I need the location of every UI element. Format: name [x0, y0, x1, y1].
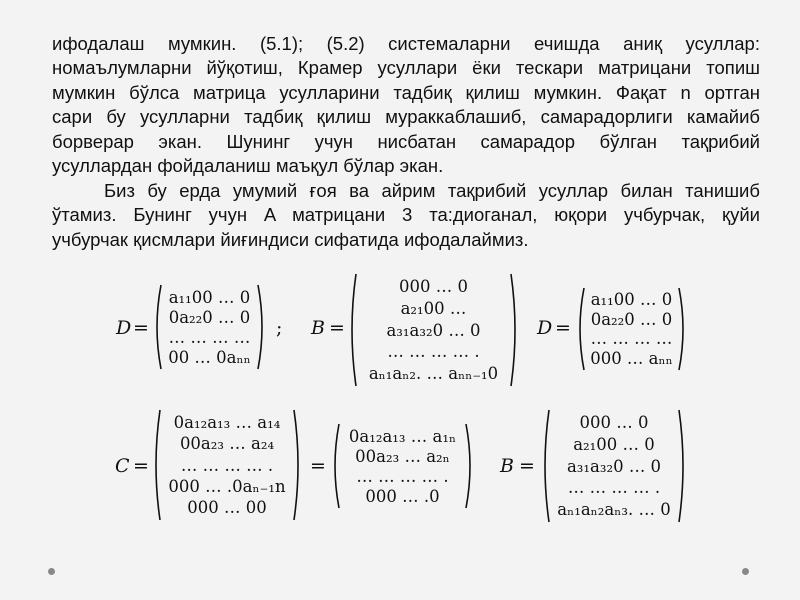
matrix-row: a₁₁00 … 0	[168, 287, 251, 307]
matrix-row: … … … … .	[567, 478, 661, 498]
equals-sign: =	[329, 317, 345, 339]
equals-sign: =	[555, 317, 571, 339]
matrix-row: a₂₁00 … 0	[573, 434, 655, 454]
matrix-row: 0a₁₂a₁₃ … a₁₄	[173, 413, 281, 433]
slide-dot-left	[48, 568, 55, 575]
matrix-row: … … … … .	[180, 455, 274, 475]
equals-sign: =	[133, 317, 149, 339]
matrix-row: 0a₂₂0 … 0	[590, 309, 673, 329]
paragraph-methods	[52, 32, 760, 178]
slide-dot-right	[742, 568, 749, 575]
text-line: ўтамиз. Бунинг учун A матрицани 3 та:диоганал, юқори учбурчак, қуйи	[52, 204, 760, 226]
text-line: борверар экан. Шунинг учун нисбатан самарадор бўлган тақрибий	[52, 130, 760, 152]
text-line: Биз бу ерда умумий ғоя ва айрим тақрибий усуллар билан танишиб	[104, 180, 760, 201]
matrix-row: … … … … .	[387, 342, 480, 362]
matrix-d2	[575, 286, 688, 372]
matrix-row: 000 … 0	[399, 277, 468, 297]
matrix-label-d: D	[537, 317, 553, 339]
matrix-row: 00 … 0aₙₙ	[168, 347, 251, 367]
equals-sign: =	[519, 455, 535, 477]
matrix-row: 000 … .0aₙ₋₁n	[168, 476, 286, 496]
paragraph-decomposition	[52, 179, 760, 252]
matrix-row: a₂₁00 …	[400, 298, 467, 318]
matrix-separator: ;	[276, 317, 283, 339]
matrix-d1	[152, 283, 267, 371]
matrix-row: 000 … 0	[579, 413, 649, 433]
matrix-row: … … … …	[168, 327, 251, 347]
matrix-row: a₃₁a₃₂0 … 0	[386, 320, 481, 340]
matrix-label-b: B	[500, 455, 514, 477]
matrix-c2	[330, 422, 475, 510]
text-line: сари бу усулларни тадбиқ қилиш мураккаблашиб, самарадорлиги камайиб	[52, 106, 760, 128]
text-line: ифодалаш мумкин. (5.1); (5.2) системаларни ечишда аниқ усуллар:	[52, 33, 760, 54]
matrix-row: 000 … aₙₙ	[590, 348, 673, 368]
matrix-row: … … … … .	[356, 466, 449, 486]
matrix-row: 00a₂₃ … a₂ₙ	[355, 446, 450, 466]
matrix-b1	[347, 272, 520, 388]
matrix-row: 0a₁₂a₁₃ … a₁ₙ	[348, 426, 457, 446]
matrix-row: aₙ₁aₙ₂. … aₙₙ₋₁0	[368, 363, 499, 383]
matrix-label-c: C	[115, 455, 130, 477]
matrix-row: 000 … .0	[365, 486, 440, 506]
text-line: мумкин бўлса матрица усулларини тадбиқ қилиш мумкин. Фақат n ортган	[52, 81, 760, 103]
matrix-row: 0a₂₂0 … 0	[168, 307, 251, 327]
matrix-b2	[540, 408, 688, 524]
matrix-row: a₃₁a₃₂0 … 0	[566, 456, 662, 476]
matrix-row: … … … …	[590, 329, 673, 349]
text-line: учбурчак қисмлари йиғиндиси сифатида ифодалаймиз.	[52, 228, 529, 250]
matrix-c1	[151, 408, 303, 522]
matrix-row: 00a₂₃ … a₂₄	[179, 434, 275, 454]
matrix-row: 000 … 00	[187, 497, 267, 517]
matrix-row: a₁₁00 … 0	[590, 290, 673, 310]
text-line: усуллардан фойдаланиш маъқул бўлар экан.	[52, 155, 444, 177]
matrix-label-d: D	[116, 317, 132, 339]
matrix-row: aₙ₁aₙ₂aₙ₃. … 0	[557, 499, 671, 519]
equals-sign: =	[310, 455, 326, 477]
text-line: номаълумларни йўқотиш, Крамер усуллари ёки тескари матрицани топиш	[52, 57, 760, 79]
equals-sign: =	[133, 455, 149, 477]
matrix-label-b: B	[311, 317, 325, 339]
